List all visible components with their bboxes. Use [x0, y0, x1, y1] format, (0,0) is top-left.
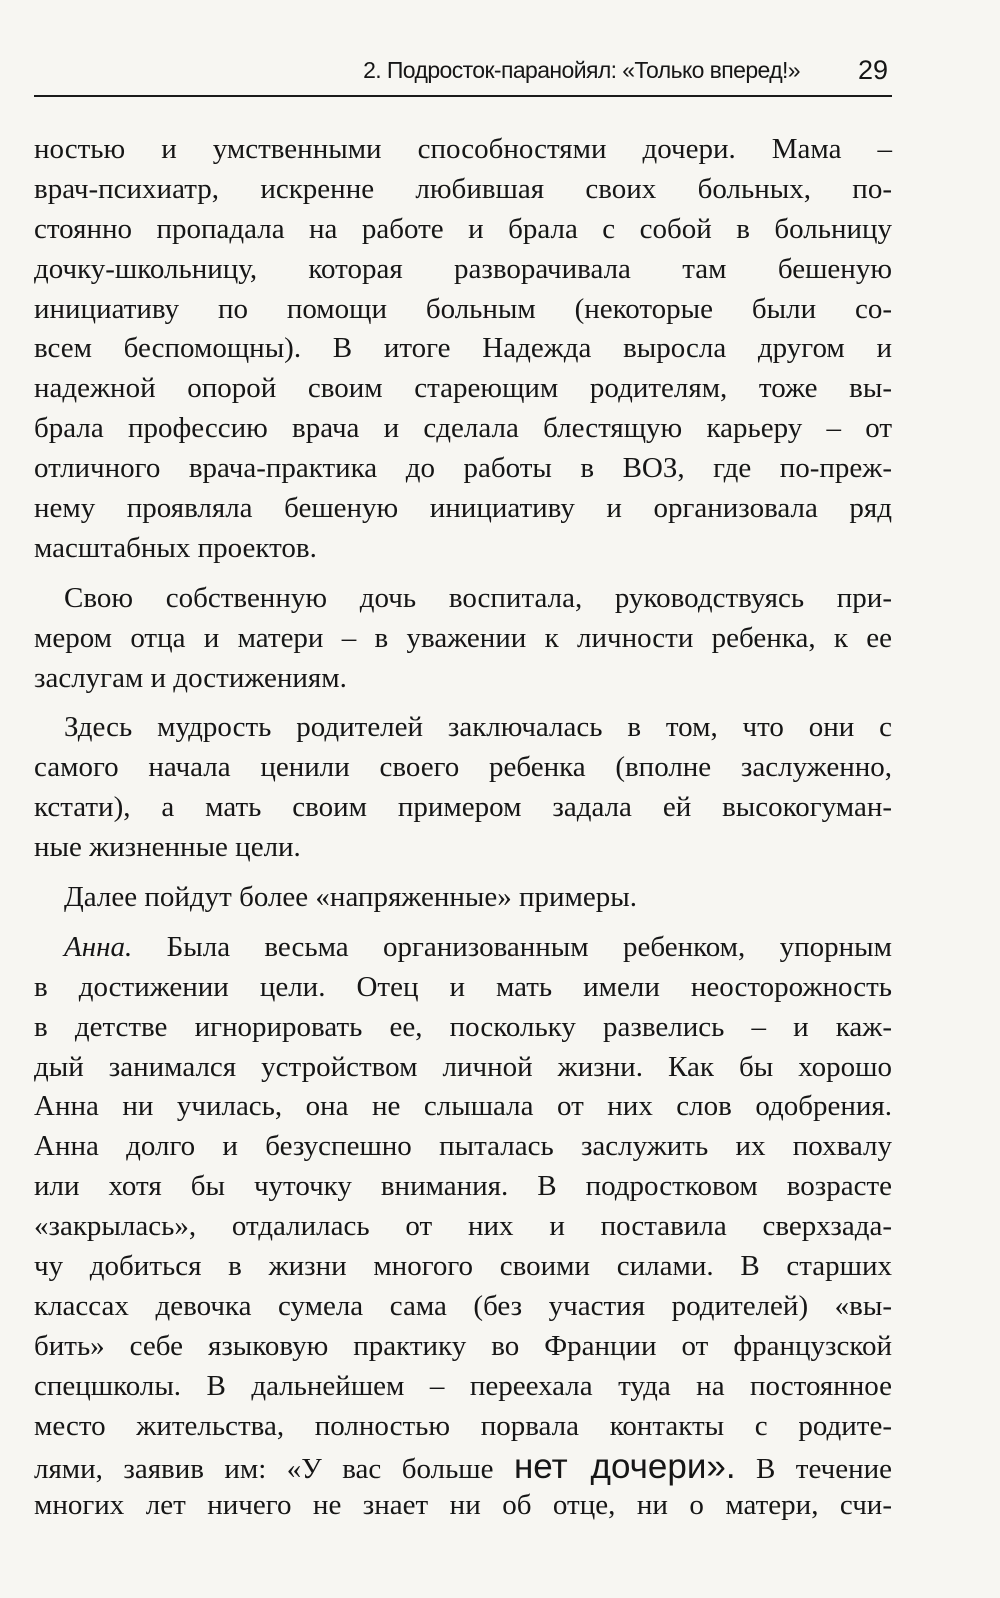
paragraph-1: [34, 130, 892, 569]
text-line: Здесь мудрость родителей заключалась в том, что они с: [64, 711, 892, 744]
text-line: мером отца и матери – в уважении к личности ребенка, к ее: [34, 621, 892, 654]
text-line: ные жизненные цели.: [34, 831, 301, 864]
paragraph-2: [34, 579, 892, 699]
text-line: врач-психиатр, искренне любившая своих больных, по-: [34, 172, 892, 205]
page-number: 29: [857, 55, 888, 85]
paragraph-3: [34, 708, 892, 868]
text-line: самого начала ценили своего ребенка (вполне заслуженно,: [34, 751, 892, 784]
text-line: стоянно пропадала на работе и брала с собой в больницу: [34, 212, 892, 245]
text-line: надежной опорой своим стареющим родителям, тоже вы-: [34, 372, 892, 405]
case-name: Анна.: [64, 930, 133, 963]
text-line: многих лет ничего не знает ни об отце, ни о матери, счи-: [34, 1489, 892, 1522]
text-line: Анна ни училась, она не слышала от них слов одобрения.: [34, 1090, 892, 1123]
text-line: отличного врача-практика до работы в ВОЗ, где по-преж-: [34, 452, 892, 485]
text-line: Далее пойдут более «напряженные» примеры.: [64, 881, 637, 914]
text-line: всем беспомощны). В итоге Надежда выросла другом и: [34, 332, 892, 365]
text-line: [34, 928, 892, 968]
paragraph-5: [34, 928, 892, 1526]
text-line: «закрылась», отдалилась от них и поставила сверхзада-: [34, 1210, 892, 1243]
book-page: [34, 0, 892, 1598]
text-line: ностью и умственными способностями дочери. Мама –: [34, 133, 892, 165]
header-rule: [34, 95, 892, 97]
text-line: спецшколы. В дальнейшем – переехала туда на постоянное: [34, 1369, 892, 1402]
text-line: классах девочка сумела сама (без участия родителей) «вы-: [34, 1289, 892, 1322]
text-line: Свою собственную дочь воспитала, руководствуясь при-: [64, 581, 892, 614]
text-line: кстати), а мать своим примером задала ей высокогуман-: [34, 791, 892, 824]
text-line: в достижении цели. Отец и мать имели неосторожность: [34, 970, 892, 1003]
chapter-title: 2. Подросток-паранойял: «Только вперед!»: [363, 57, 800, 83]
running-head: [34, 55, 892, 89]
text-line: инициативу по помощи больным (некоторые были со-: [34, 292, 892, 325]
body-text: [34, 130, 892, 1526]
emphasized-quote: нет дочери».: [513, 1446, 736, 1486]
paragraph-4: [34, 878, 892, 918]
text-span: Была весьма организованным ребенком, упорным: [132, 930, 892, 963]
text-line: в детстве игнорировать ее, поскольку развелись – и каж-: [34, 1010, 892, 1043]
text-line: Анна долго и безуспешно пыталась заслужить их похвалу: [34, 1130, 892, 1163]
text-line: чу добиться в жизни многого своими силами. В старших: [34, 1250, 892, 1283]
text-line: нему проявляла бешеную инициативу и организовала ряд: [34, 492, 892, 525]
text-line: дочку-школьницу, которая разворачивала там бешеную: [34, 252, 892, 285]
text-line: дый занимался устройством личной жизни. Как бы хорошо: [34, 1050, 892, 1083]
text-line: или хотя бы чуточку внимания. В подростковом возрасте: [34, 1170, 892, 1203]
text-line: заслугам и достижениям.: [34, 661, 347, 694]
text-line: брала профессию врача и сделала блестящую карьеру – от: [34, 412, 892, 445]
text-line: бить» себе языковую практику во Франции от французской: [34, 1329, 892, 1362]
text-line: [34, 1447, 892, 1487]
text-line: масштабных проектов.: [34, 531, 317, 564]
text-line: место жительства, полностью порвала контакты с родите-: [34, 1409, 892, 1442]
text-span: лями, заявив им: «У вас больше: [34, 1452, 514, 1485]
text-span: В течение: [735, 1452, 892, 1485]
